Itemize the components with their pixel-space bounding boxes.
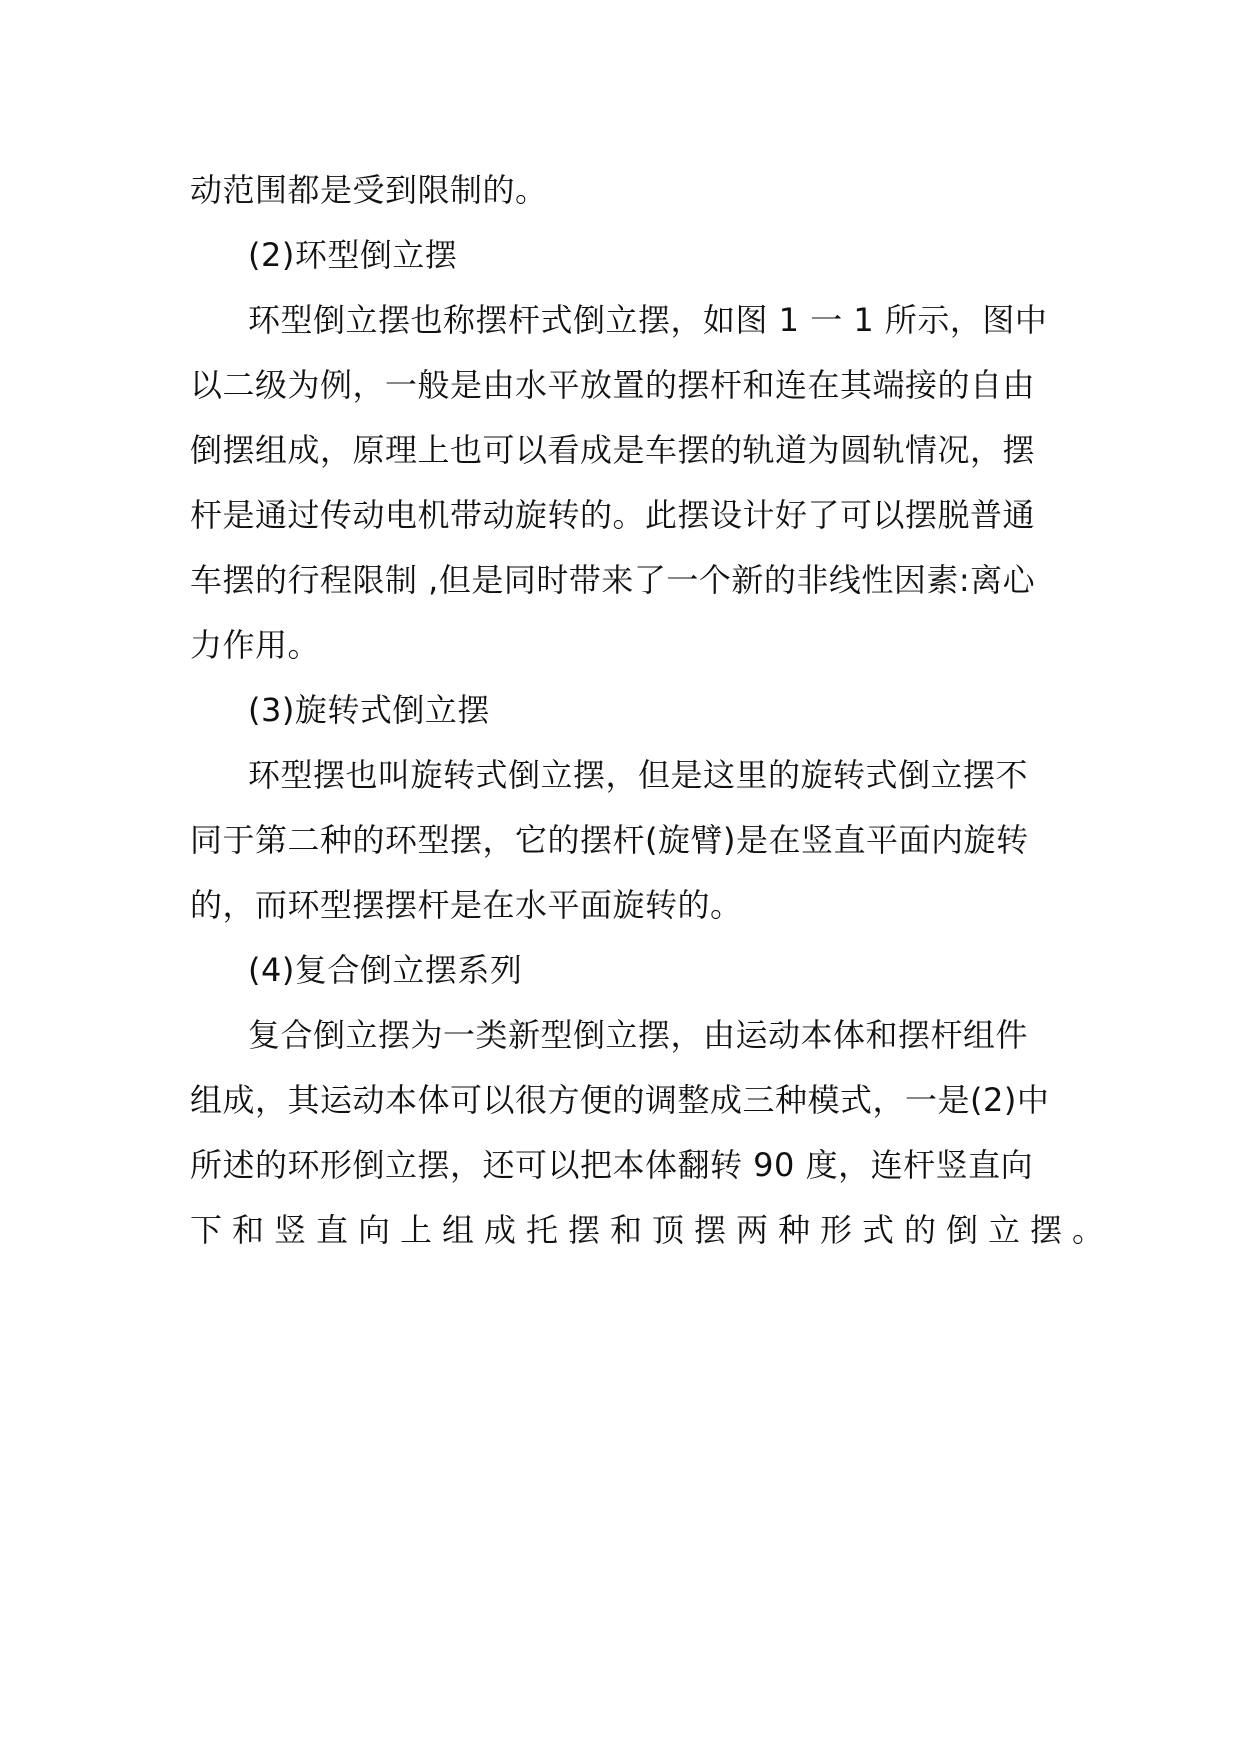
section-heading: (2)环型倒立摆 xyxy=(248,236,458,274)
text-line: 以二级为例，一般是由水平放置的摆杆和连在其端接的自由 xyxy=(190,366,1036,404)
text-line: 车摆的行程限制 ,但是同时带来了一个新的非线性因素:离心 xyxy=(190,561,1036,599)
text-line: 倒摆组成，原理上也可以看成是车摆的轨道为圆轨情况，摆 xyxy=(190,431,1036,469)
section-heading: (3)旋转式倒立摆 xyxy=(248,691,490,729)
section-heading: (4)复合倒立摆系列 xyxy=(248,951,523,989)
text-line: 力作用。 xyxy=(190,626,321,664)
text-line: 组成，其运动本体可以很方便的调整成三种模式，一是(2)中 xyxy=(190,1081,1050,1119)
paragraph-first-line: 环型倒立摆也称摆杆式倒立摆，如图 1 一 1 所示，图中 xyxy=(248,301,1048,339)
paragraph-first-line: 复合倒立摆为一类新型倒立摆，由运动本体和摆杆组件 xyxy=(248,1016,1029,1054)
text-line: 杆是通过传动电机带动旋转的。此摆设计好了可以摆脱普通 xyxy=(190,496,1036,534)
text-line: 动范围都是受到限制的。 xyxy=(190,171,548,209)
text-line: 同于第二种的环型摆，它的摆杆(旋臂)是在竖直平面内旋转 xyxy=(190,821,1029,859)
text-line: 下和竖直向上组成托摆和顶摆两种形式的倒立摆。 xyxy=(190,1211,1115,1249)
text-line: 所述的环形倒立摆，还可以把本体翻转 90 度，连杆竖直向 xyxy=(190,1146,1034,1184)
text-line: 的，而环型摆摆杆是在水平面旋转的。 xyxy=(190,886,743,924)
paragraph-first-line: 环型摆也叫旋转式倒立摆，但是这里的旋转式倒立摆不 xyxy=(248,756,1029,794)
document-body xyxy=(190,158,1115,1263)
